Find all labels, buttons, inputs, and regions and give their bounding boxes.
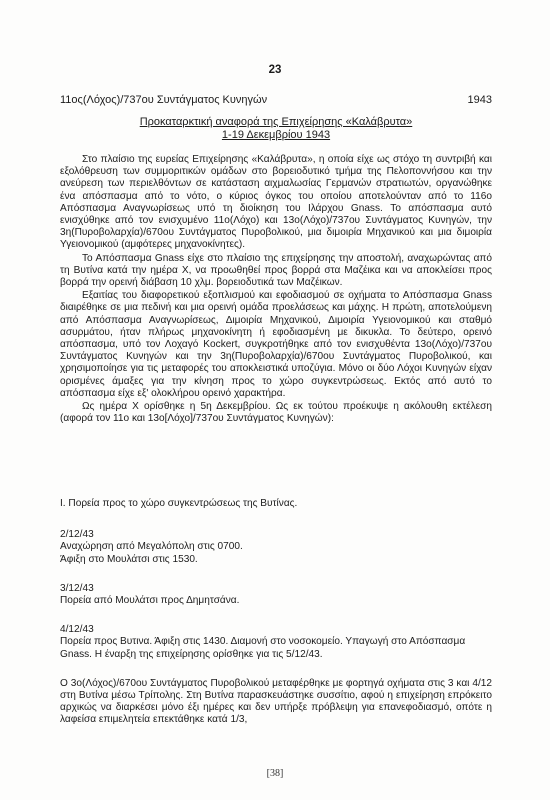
title-line-1: Προκαταρκτική αναφορά της Επιχείρησης «Καλάβρυτα»	[139, 116, 413, 128]
entry-line: Άφιξη στο Μουλάτσι στις 1530.	[60, 553, 198, 565]
itinerary	[60, 498, 492, 727]
paragraph: Το Απόσπασμα Gnass είχε στο πλαίσιο της επιχείρησης την αποστολή, αναχωρώντας από τη Βυτίνα κατά την ημέρα Χ, να προωθηθεί προς βορρά στα Μαζέικα και να αποκλείσει προς βορρά την ορεινή διάβαση 10 χλμ. βορειοδυτικά των Μαζέικων.	[60, 252, 492, 289]
entry-line: Πορεία προς Βυτινα. Άφιξη στις 1430. Διαμονή στο νοσοκομείο. Υπαγωγή στο Απόσπασμα Gnass. Η έναρξη της επιχείρησης ορίσθηκε για τις 5/12/43.	[60, 636, 466, 660]
page-footer: [38]	[266, 768, 284, 779]
report-title	[60, 116, 492, 142]
entry-line: Αναχώρηση από Μεγαλόπολη στις 0700.	[60, 541, 243, 553]
header-year: 1943	[467, 94, 492, 106]
report-body	[60, 154, 492, 425]
section-heading: Ι. Πορεία προς το χώρο συγκεντρώσεως της Βυτίνας.	[60, 498, 298, 509]
running-header	[60, 94, 492, 106]
paragraph: Εξαιτίας του διαφορετικού εξοπλισμού και εφοδιασμού σε οχήματα το Απόσπασμα Gnass διαιρέθηκε σε μια πεδινή και μια ορεινή ομάδα προελάσεως και μάχης. Η πρώτη, αποτελούμενη από Απόσπασμα Αναγνωρίσεως, Διμοιρία Μηχανικού, Διμοιρία Υγειονομικού και σταθμό ασυρμάτου, ήταν πλήρως μηχανοκίνητη ή εφοδιασμένη με δικυκλα. Το δεύτερο, ορεινό απόσπασμα, υπό τον Λοχαγό Kockert, συγκροτήθηκε από τον ενισχυθέντα 13ο(Λόχο)/737ου Συντάγματος Κυνηγών και την 3η(Πυροβολαρχία)/670ου Συντάγματος Πυροβολικού, και χρησιμοποίησε για τις μεταφορές του αποκλειστικά υποζύγια. Μόνο οι δύο Λόχοι Κυνηγών είχαν ορισμένες άμαξες για την κίνηση προς το χώρο συγκεντρώσεως. Εκτός από αυτό το απόσπασμα είχε εξ' ολοκλήρου ορεινό χαρακτήρα.	[60, 290, 492, 399]
entry-line: Πορεία από Μουλάτσι προς Δημητσάνα.	[60, 595, 240, 607]
page-number: 23	[268, 64, 282, 76]
paragraph: Ως ημέρα Χ ορίσθηκε η 5η Δεκεμβρίου. Ως εκ τούτου προέκυψε η ακόλουθη εκτέλεση (αφορά τον 11ο και 13ο[Λόχο]/737ου Συντάγματος Κυνηγών):	[60, 401, 492, 425]
title-line-2: 1-19 Δεκεμβρίου 1943	[221, 129, 331, 141]
itinerary-entry	[60, 624, 492, 661]
closing-paragraph: Ο 3ο(Λόχος)/670ου Συντάγματος Πυροβολικού μεταφέρθηκε με φορτηγά οχήματα στις 3 και 4/12 στη Βυτίνα μέσω Τρίπολης. Στη Βυτίνα παρασκευάστηκε συσσίτιο, αφού η επιχείρηση επρόκειτο αρχικώς να διαρκέσει μόνο έξι ημέρες και δεν υπήρξε πρόβλεψη για επανεφοδιασμό, οπότε η λαφείσα επιμελητεία επεκτάθηκε κατά 1/3,	[60, 677, 492, 726]
itinerary-entry	[60, 529, 492, 566]
entry-date: 2/12/43	[60, 529, 94, 541]
entry-date: 4/12/43	[60, 624, 94, 636]
entry-date: 3/12/43	[60, 582, 94, 594]
paragraph: Στο πλαίσιο της ευρείας Επιχείρησης «Καλάβρυτα», η οποία είχε ως στόχο τη συντριβή και εξολόθρευση των συμμοριτικών ομάδων στο βορειοδυτικό τμήμα της Πελοποννήσου και την ανεύρεση των περιελθόντων σε κατάσταση αιχμαλωσίας Γερμανών στρατιωτών, οργανώθηκε ένα απόσπασμα από το νότο, ο κύριος όγκος του οποίου αποτελούνταν από το 116ο Απόσπασμα Αναγνωρίσεως υπό τη διοίκηση του Ιλάρχου Gnass. Το απόσπασμα αυτό ενισχύθηκε από τον ενισχυμένο 11ο(Λόχο) και 13ο(Λόχο)/737ου Συντάγματος Κυνηγών, την 3η(Πυροβολαρχία)/670ου Συντάγματος Πυροβολικού, μια διμοιρία Μηχανικού και μια διμοιρία Υγειονομικού (αμφότερες μηχανοκίνητες).	[60, 154, 492, 251]
header-unit: 11ος(Λόχος)/737ου Συντάγματος Κυνηγών	[60, 94, 268, 106]
itinerary-entry	[60, 583, 492, 607]
